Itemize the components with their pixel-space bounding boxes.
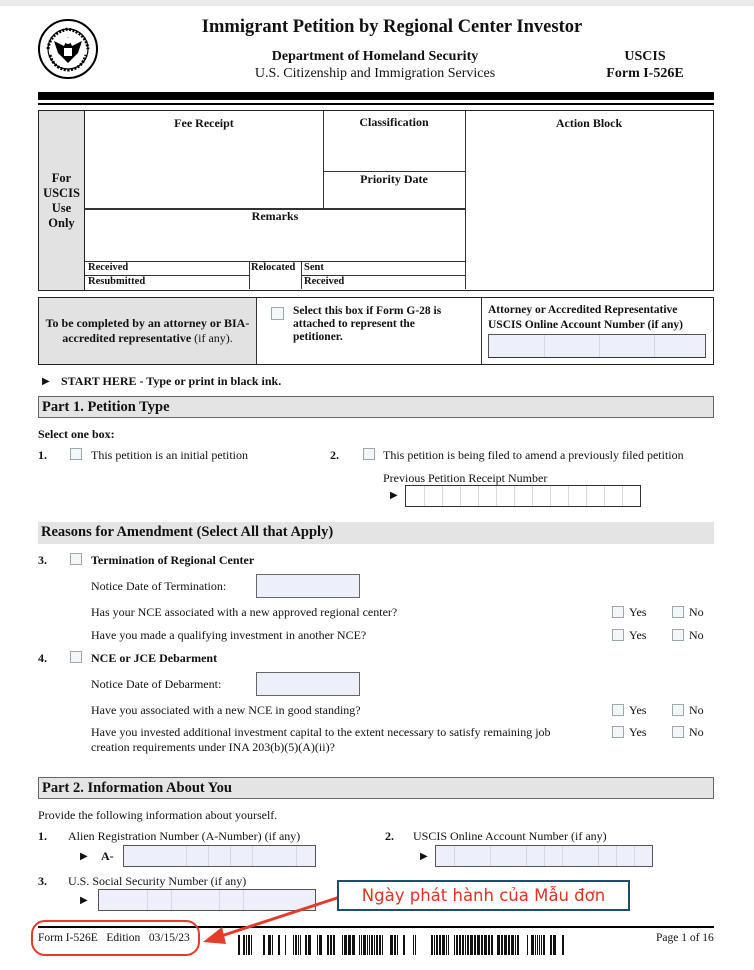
part2-intro: Provide the following information about yourself. — [38, 808, 278, 822]
barcode-bar — [448, 935, 449, 955]
a-number-prefix: A- — [101, 849, 114, 863]
barcode-bar — [484, 935, 487, 955]
barcode-bar — [251, 935, 252, 955]
q2-no-checkbox[interactable] — [672, 629, 684, 641]
yes-label: Yes — [629, 605, 647, 619]
barcode-bar — [550, 935, 552, 955]
uscis-use-only-label — [39, 111, 85, 290]
barcode-bar — [300, 935, 301, 955]
attorney-instruction-text: To be completed by an attorney or BIA-accredited representative — [45, 316, 250, 345]
barcode-bar — [562, 935, 564, 955]
part1-header: Part 1. Petition Type — [38, 396, 714, 418]
barcode-bar — [511, 935, 514, 955]
agency-abbr: USCIS — [624, 49, 666, 64]
barcode-bar — [470, 935, 473, 955]
question-line: creation requirements under INA 203(b)(5)(A)(ii)? — [91, 740, 335, 754]
barcode-bar — [446, 935, 447, 955]
arrow-icon: ▶ — [80, 895, 88, 906]
item-number: 3. — [38, 553, 47, 567]
barcode-bar — [278, 935, 280, 955]
barcode-bar — [243, 935, 245, 955]
action-block-label: Action Block — [555, 116, 623, 130]
barcode-bar — [369, 935, 370, 955]
item-number: 2. — [330, 448, 339, 462]
label-line: Use — [51, 200, 72, 215]
q3-no-checkbox[interactable] — [672, 704, 684, 716]
header-rule — [38, 92, 714, 100]
page-number: Page 1 of 16 — [656, 932, 714, 944]
barcode-bar — [342, 935, 343, 955]
barcode-bar — [397, 935, 398, 955]
initial-petition-checkbox[interactable] — [70, 448, 82, 460]
g28-label-line: attached to represent the — [293, 318, 415, 330]
barcode-bar — [537, 935, 538, 955]
attorney-account-label-2 — [488, 319, 683, 331]
barcode-bar — [553, 935, 556, 955]
notice-debarment-label: Notice Date of Debarment: — [91, 677, 222, 691]
prev-receipt-label: Previous Petition Receipt Number — [383, 471, 548, 485]
g28-checkbox[interactable] — [271, 307, 284, 320]
header-rule-thin — [38, 103, 714, 105]
online-account-number-input[interactable] — [435, 845, 653, 867]
barcode-bar — [268, 935, 271, 955]
barcode-bar — [376, 935, 378, 955]
barcode-bar — [491, 935, 493, 955]
divider — [249, 261, 250, 289]
top-edge — [0, 0, 754, 6]
barcode-bar — [535, 935, 536, 955]
barcode-bar — [403, 935, 405, 955]
amend-petition-checkbox[interactable] — [363, 448, 375, 460]
barcode-bar — [293, 935, 294, 955]
barcode-bar — [467, 935, 469, 955]
notice-termination-date-input[interactable] — [256, 574, 360, 598]
barcode-bar — [359, 935, 360, 955]
barcode-bar — [517, 935, 519, 955]
barcode-bar — [527, 935, 528, 955]
no-label: No — [689, 703, 704, 717]
no-label: No — [689, 628, 704, 642]
a-number-input[interactable] — [123, 845, 316, 867]
department-name: Department of Homeland Security — [271, 49, 479, 64]
attorney-account-cell — [482, 298, 712, 364]
barcode-bar — [459, 935, 461, 955]
barcode-bar — [434, 935, 435, 955]
barcode-bar — [379, 935, 381, 955]
received-label-2: Received — [304, 276, 345, 287]
barcode-bar — [246, 935, 247, 955]
notice-debarment-date-input[interactable] — [256, 672, 360, 696]
termination-checkbox[interactable] — [70, 553, 82, 565]
form-number: Form I-526E — [606, 66, 684, 81]
form-title: Immigrant Petition by Regional Center Investor — [201, 17, 583, 37]
label-line: USCIS — [43, 185, 80, 200]
notice-termination-label: Notice Date of Termination: — [91, 579, 227, 593]
form-edition-date: Form I-526E Edition 03/15/23 — [38, 932, 190, 944]
barcode-bar — [501, 935, 503, 955]
fee-receipt-label: Fee Receipt — [174, 116, 234, 130]
barcode-bar — [348, 935, 351, 955]
question-nce-good-standing: Have you associated with a new NCE in good standing? — [91, 703, 361, 717]
barcode-bar — [305, 935, 307, 955]
debarment-label: NCE or JCE Debarment — [91, 651, 218, 665]
barcode-bar — [415, 935, 416, 955]
barcode-bar — [272, 935, 273, 955]
q1-no-checkbox[interactable] — [672, 606, 684, 618]
attorney-instructions — [39, 298, 257, 364]
barcode-bar — [367, 935, 368, 955]
barcode-bar — [330, 935, 332, 955]
barcode-bar — [462, 935, 464, 955]
resubmitted-label: Resubmitted — [88, 276, 146, 287]
barcode-bar — [263, 935, 265, 955]
start-here-text: START HERE - Type or print in black ink. — [61, 374, 282, 388]
a-number-label: Alien Registration Number (A-Number) (if any) — [68, 829, 301, 843]
received-label: Received — [88, 262, 129, 273]
uscis-use-only-box — [38, 110, 714, 291]
barcode-bar — [248, 935, 250, 955]
barcode-bar — [439, 935, 441, 955]
yes-label: Yes — [629, 628, 647, 642]
annotation-callout: Ngày phát hành của Mẫu đơn — [337, 880, 630, 911]
barcode-bar — [431, 935, 433, 955]
q4-no-checkbox[interactable] — [672, 726, 684, 738]
attorney-account-number-input[interactable] — [488, 334, 706, 358]
no-label: No — [689, 605, 704, 619]
barcode-bar — [413, 935, 414, 955]
remarks-label: Remarks — [251, 209, 299, 223]
select-one-label: Select one box: — [38, 427, 115, 441]
g28-label — [293, 305, 441, 344]
item-number: 3. — [38, 874, 47, 888]
barcode-bar — [515, 935, 516, 955]
q2-yes-checkbox[interactable] — [612, 629, 624, 641]
item-number: 1. — [38, 448, 47, 462]
q3-yes-checkbox[interactable] — [612, 704, 624, 716]
barcode-bar — [371, 935, 373, 955]
barcode-bar — [474, 935, 476, 955]
barcode-bar — [382, 935, 383, 955]
barcode-bar — [295, 935, 297, 955]
question-new-regional-center: Has your NCE associated with a new approved regional center? — [91, 605, 398, 619]
barcode-bar — [319, 935, 322, 955]
part2-header: Part 2. Information About You — [38, 777, 714, 799]
online-account-label: USCIS Online Account Number (if any) — [413, 829, 607, 843]
start-arrow-icon: ▶ — [42, 376, 50, 387]
termination-label: Termination of Regional Center — [91, 553, 255, 567]
yes-label: Yes — [629, 703, 647, 717]
classification-label: Classification — [359, 115, 429, 129]
divider — [465, 111, 466, 289]
barcode-bar — [497, 935, 500, 955]
sent-label: Sent — [304, 262, 324, 273]
divider — [301, 261, 302, 289]
barcode-bar — [317, 935, 318, 955]
g28-label-line: petitioner. — [293, 331, 343, 343]
barcode-bar — [333, 935, 335, 955]
yes-label: Yes — [629, 725, 647, 739]
barcode-icon — [238, 935, 566, 955]
arrow-icon: ▶ — [390, 490, 398, 501]
question-additional-capital — [91, 725, 551, 755]
question-qualifying-investment: Have you made a qualifying investment in another NCE? — [91, 628, 367, 642]
barcode-bar — [504, 935, 507, 955]
amendment-header: Reasons for Amendment (Select All that Apply) — [38, 522, 714, 544]
barcode-bar — [436, 935, 438, 955]
barcode-bar — [539, 935, 540, 955]
barcode-bar — [508, 935, 510, 955]
barcode-bar — [374, 935, 375, 955]
q1-yes-checkbox[interactable] — [612, 606, 624, 618]
initial-petition-label: This petition is an initial petition — [91, 448, 248, 462]
barcode-bar — [298, 935, 299, 955]
barcode-bar — [456, 935, 458, 955]
barcode-bar — [285, 935, 286, 955]
agency-name: U.S. Citizenship and Immigration Services — [254, 66, 496, 81]
arrow-icon: ▶ — [420, 851, 428, 862]
q4-yes-checkbox[interactable] — [612, 726, 624, 738]
barcode-bar — [390, 935, 393, 955]
account-label-plain: (if any) — [647, 319, 684, 331]
question-line: Have you invested additional investment capital to the extent necessary to satisfy remaining job — [91, 725, 551, 739]
label-line: Only — [48, 215, 75, 230]
priority-date-label: Priority Date — [360, 172, 428, 186]
g28-cell — [257, 298, 482, 364]
ssn-input[interactable] — [98, 889, 316, 911]
barcode-bar — [488, 935, 490, 955]
barcode-bar — [363, 935, 366, 955]
barcode-bar — [465, 935, 466, 955]
relocated-label: Relocated — [251, 262, 296, 273]
ssn-label: U.S. Social Security Number (if any) — [68, 874, 247, 888]
amend-petition-label: This petition is being filed to amend a previously filed petition — [383, 448, 684, 462]
barcode-bar — [394, 935, 396, 955]
barcode-bar — [481, 935, 483, 955]
item-number: 1. — [38, 829, 47, 843]
barcode-bar — [352, 935, 355, 955]
attorney-box — [38, 297, 714, 365]
barcode-bar — [238, 935, 240, 955]
barcode-bar — [477, 935, 480, 955]
edition-highlight-oval — [31, 920, 200, 956]
arrow-icon: ▶ — [80, 851, 88, 862]
barcode-bar — [541, 935, 542, 955]
barcode-bar — [308, 935, 311, 955]
barcode-bar — [327, 935, 329, 955]
barcode-bar — [531, 935, 534, 955]
barcode-bar — [543, 935, 545, 955]
label-line: For — [51, 170, 72, 185]
attorney-instruction-suffix: (if any). — [194, 331, 233, 345]
item-number: 4. — [38, 651, 47, 665]
prev-receipt-number-input[interactable] — [405, 485, 641, 507]
g28-label-line: Select this box if Form G-28 is — [293, 305, 442, 317]
item-number: 2. — [385, 829, 394, 843]
barcode-bar — [454, 935, 455, 955]
barcode-bar — [344, 935, 347, 955]
account-label-bold: USCIS Online Account Number — [488, 319, 645, 331]
barcode-bar — [361, 935, 362, 955]
barcode-bar — [442, 935, 445, 955]
no-label: No — [689, 725, 704, 739]
debarment-checkbox[interactable] — [70, 651, 82, 663]
attorney-account-label-1: Attorney or Accredited Representative — [488, 304, 678, 316]
